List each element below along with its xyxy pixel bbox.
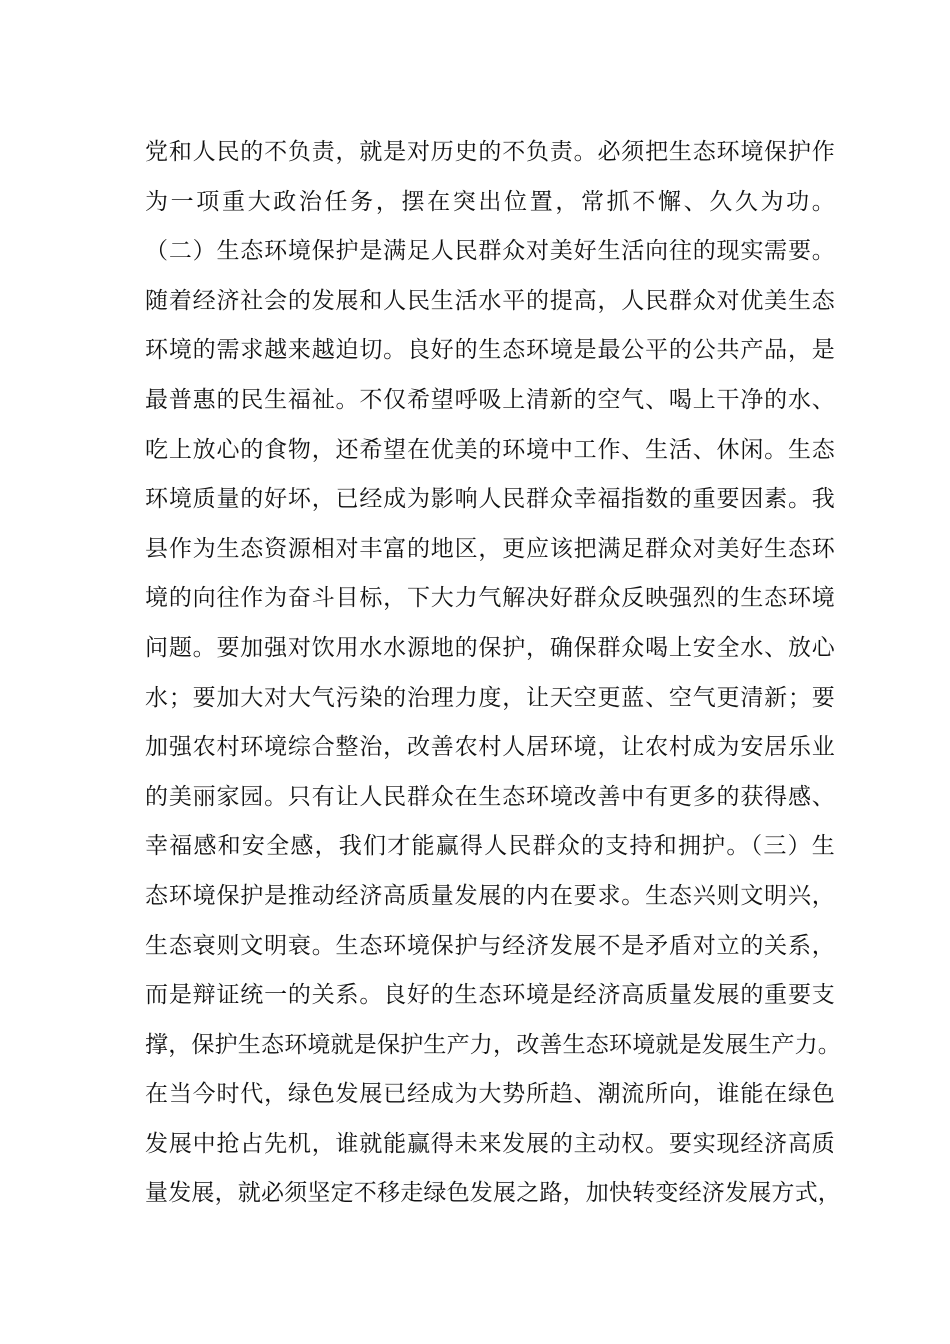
text-line: 环境的需求越来越迫切。良好的生态环境是最公平的公共产品，是 [145, 337, 835, 364]
text-line: 而是辩证统一的关系。良好的生态环境是经济高质量发展的重要支 [145, 982, 835, 1009]
text-line: 撑，保护生态环境就是保护生产力，改善生态环境就是发展生产力。 [145, 1031, 841, 1058]
text-line: 党和人民的不负责，就是对历史的不负责。必须把生态环境保护作 [145, 139, 835, 165]
text-line: （二）生态环境保护是满足人民群众对美好生活向往的现实需要。 [145, 238, 835, 265]
text-line: 量发展，就必须坚定不移走绿色发展之路，加快转变经济发展方式， [145, 1180, 841, 1207]
text-line: 发展中抢占先机，谁就能赢得未来发展的主动权。要实现经济高质 [145, 1130, 835, 1157]
text-line: 最普惠的民生福祉。不仅希望呼吸上清新的空气、喝上干净的水、 [145, 386, 835, 413]
text-line: 随着经济社会的发展和人民生活水平的提高，人民群众对优美生态 [145, 287, 835, 314]
text-line: 环境质量的好坏，已经成为影响人民群众幸福指数的重要因素。我 [145, 486, 835, 513]
body-text [145, 128, 841, 1219]
text-line: 为一项重大政治任务，摆在突出位置，常抓不懈、久久为功。 [145, 188, 835, 215]
text-line: 的美丽家园。只有让人民群众在生态环境改善中有更多的获得感、 [145, 783, 835, 810]
text-line: 幸福感和安全感，我们才能赢得人民群众的支持和拥护。（三）生 [145, 833, 835, 860]
text-line: 态环境保护是推动经济高质量发展的内在要求。生态兴则文明兴， [145, 882, 835, 909]
text-line: 生态衰则文明衰。生态环境保护与经济发展不是矛盾对立的关系， [145, 932, 835, 959]
text-line: 县作为生态资源相对丰富的地区，更应该把满足群众对美好生态环 [145, 535, 835, 562]
text-line: 水；要加大对大气污染的治理力度，让天空更蓝、空气更清新；要 [145, 684, 835, 711]
text-line: 吃上放心的食物，还希望在优美的环境中工作、生活、休闲。生态 [145, 436, 835, 463]
text-line: 境的向往作为奋斗目标，下大力气解决好群众反映强烈的生态环境 [145, 585, 835, 612]
text-line: 在当今时代，绿色发展已经成为大势所趋、潮流所向，谁能在绿色 [145, 1081, 835, 1108]
text-line: 问题。要加强对饮用水水源地的保护，确保群众喝上安全水、放心 [145, 634, 835, 661]
text-line: 加强农村环境综合整治，改善农村人居环境，让农村成为安居乐业 [145, 734, 835, 761]
